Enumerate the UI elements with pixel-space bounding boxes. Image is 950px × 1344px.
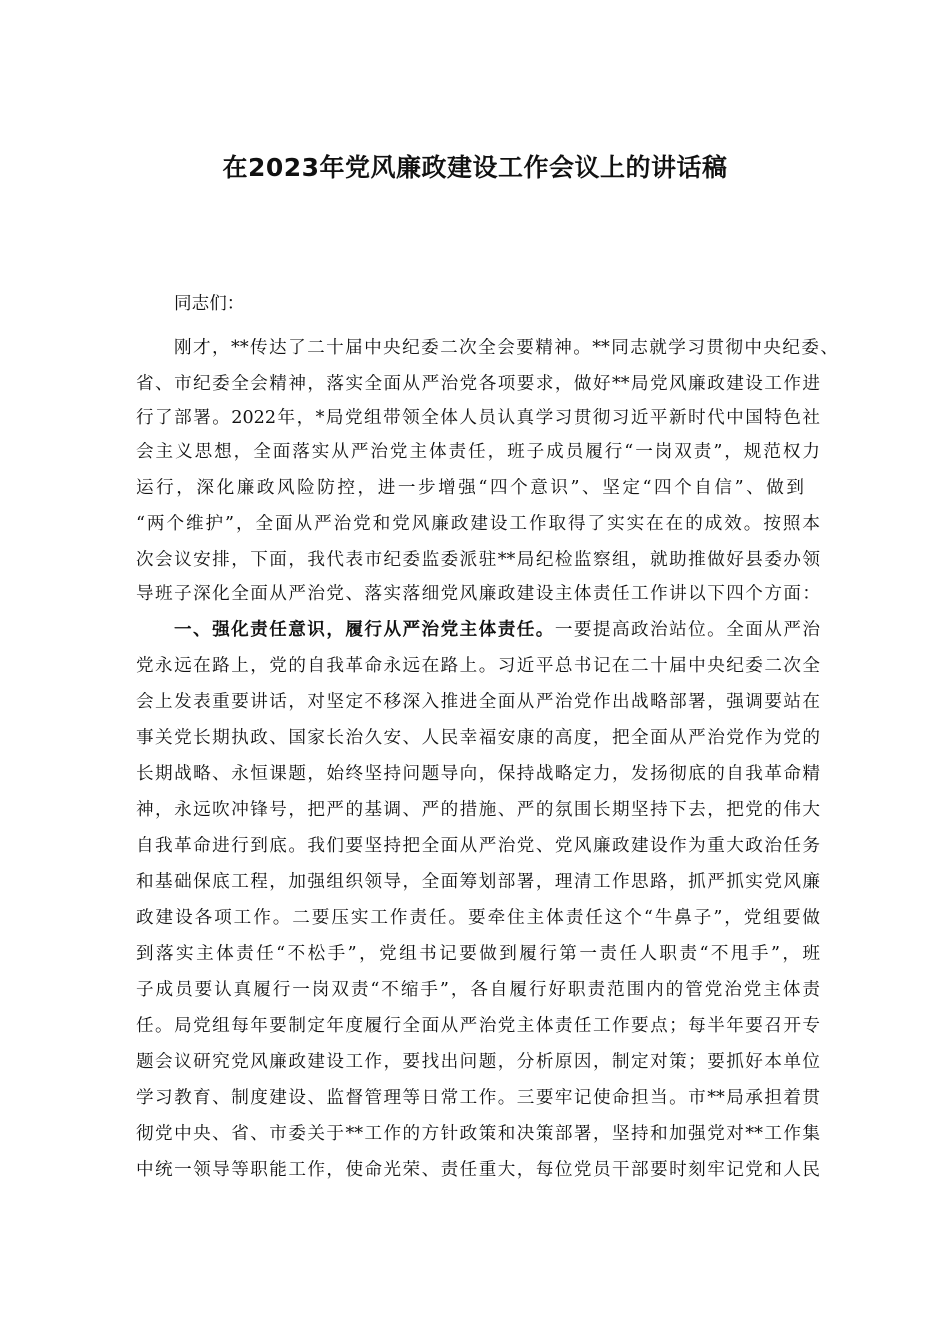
body-line: 子成员要认真履行一岗双责“不缩手”，各自履行好职责范围内的管党治党主体责 — [136, 980, 820, 1000]
body-line: 省、市纪委全会精神，落实全面从严治党各项要求，做好**局党风廉政建设工作进 — [136, 374, 820, 394]
body-line: 神，永远吹冲锋号，把严的基调、严的措施、严的氛围长期坚持下去，把党的伟大 — [136, 800, 820, 820]
document-title: 在2023年党风廉政建设工作会议上的讲话稿 — [222, 153, 728, 182]
body-line: 长期战略、永恒课题，始终坚持问题导向，保持战略定力，发扬彻底的自我革命精 — [136, 764, 820, 784]
body-line: 自我革命进行到底。我们要坚持把全面从严治党、党风廉政建设作为重大政治任务 — [136, 836, 820, 856]
body-line: 到落实主体责任“不松手”，党组书记要做到履行第一责任人职责“不甩手”，班 — [136, 944, 820, 964]
body-line: 事关党长期执政、国家长治久安、人民幸福安康的高度，把全面从严治党作为党的 — [136, 728, 820, 748]
body-line: 政建设各项工作。二要压实工作责任。要牵住主体责任这个“牛鼻子”，党组要做 — [136, 908, 820, 928]
body-line: 中统一领导等职能工作，使命光荣、责任重大，每位党员干部要时刻牢记党和人民 — [136, 1160, 820, 1180]
body-line: 刚才，**传达了二十届中央纪委二次全会要精神。**同志就学习贯彻中央纪委、 — [174, 338, 838, 358]
body-line: 题会议研究党风廉政建设工作，要找出问题，分析原因，制定对策；要抓好本单位 — [136, 1052, 820, 1072]
body-line: 学习教育、制度建设、监督管理等日常工作。三要牢记使命担当。市**局承担着贯 — [136, 1088, 820, 1108]
section-heading: 一、强化责任意识，履行从严治党主体责任。 — [174, 619, 555, 640]
body-line: “两个维护”，全面从严治党和党风廉政建设工作取得了实实在在的成效。按照本 — [136, 514, 820, 534]
body-line: 运行，深化廉政风险防控，进一步增强“四个意识”、坚定“四个自信”、做到 — [136, 478, 804, 498]
salutation-line: 同志们： — [174, 294, 245, 314]
body-line: 和基础保底工程，加强组织领导，全面筹划部署，理清工作思路，抓严抓实党风廉 — [136, 872, 820, 892]
body-line: 彻党中央、省、市委关于**工作的方针政策和决策部署，坚持和加强党对**工作集 — [136, 1124, 820, 1144]
body-line: 导班子深化全面从严治党、落实落细党风廉政建设主体责任工作讲以下四个方面： — [136, 584, 820, 604]
body-line: 行了部署。2022年，*局党组带领全体人员认真学习贯彻习近平新时代中国特色社 — [136, 408, 820, 428]
body-line: 党永远在路上，党的自我革命永远在路上。习近平总书记在二十届中央纪委二次全 — [136, 656, 820, 676]
body-line: 会上发表重要讲话，对坚定不移深入推进全面从严治党作出战略部署，强调要站在 — [136, 692, 820, 712]
body-line: 任。局党组每年要制定年度履行全面从严治党主体责任工作要点；每半年要召开专 — [136, 1016, 820, 1036]
section-heading-line: 一、强化责任意识，履行从严治党主体责任。一要提高政治站位。全面从严治 — [174, 619, 820, 640]
body-line: 会主义思想，全面落实从严治党主体责任，班子成员履行“一岗双责”，规范权力 — [136, 442, 820, 462]
body-line: 次会议安排，下面，我代表市纪委监委派驻**局纪检监察组，就助推做好县委办领 — [136, 550, 820, 570]
